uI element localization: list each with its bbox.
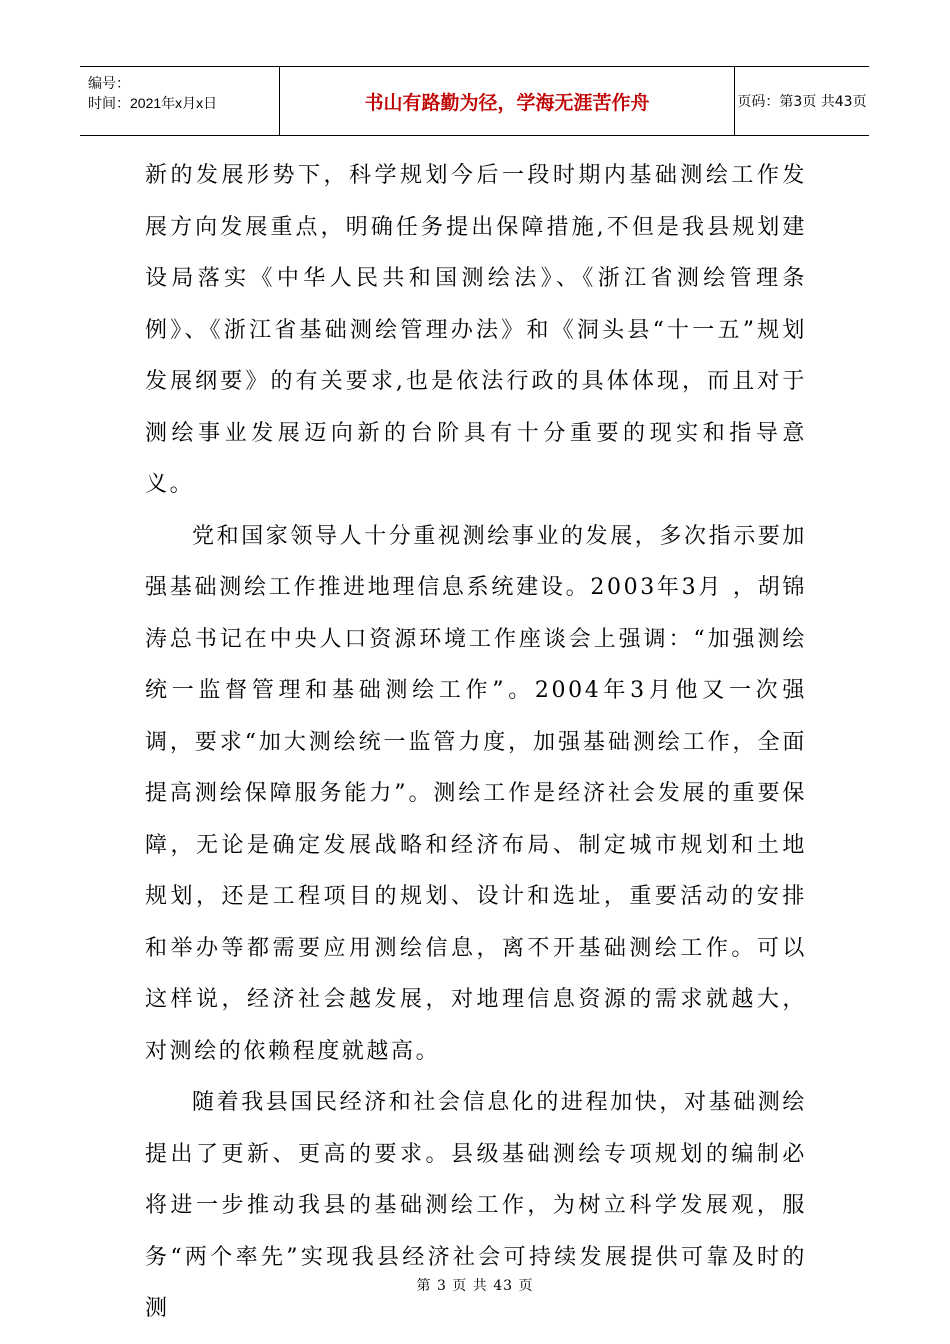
document-number-label: 编号： [88, 75, 130, 91]
header-motto-cell [280, 67, 735, 135]
header-page-cell [735, 67, 869, 135]
body-paragraph-2: 党和国家领导人十分重视测绘事业的发展，多次指示要加强基础测绘工作推进地理信息系统建设。2003年3月 ，胡锦涛总书记在中央人口资源环境工作座谈会上强调：“加强测绘统一监督管理和基础测绘工作”。2004年3月他又一次强调，要求“加大测绘统一监管力度，加强基础测绘工作，全面提高测绘保障服务能力”。测绘工作是经济社会发展的重要保障，无论是确定发展战略和经济布局、制定城市规划和土地规划，还是工程项目的规划、设计和选址，重要活动的安排和举办等都需要应用测绘信息，离不开基础测绘工作。可以这样说，经济社会越发展，对地理信息资源的需求就越大，对测绘的依赖程度就越高。 [145, 523, 808, 1064]
document-body [145, 150, 807, 1335]
document-date-label: 时间：2021年x月x日 [88, 95, 218, 111]
header-meta-cell [80, 67, 280, 135]
header-page-number: 页码：第3页 共43页 [737, 94, 867, 110]
page-header [80, 66, 869, 136]
body-paragraph-1: 新的发展形势下，科学规划今后一段时期内基础测绘工作发展方向发展重点，明确任务提出保障措施,不但是我县规划建设局落实《中华人民共和国测绘法》、《浙江省测绘管理条例》、《浙江省基础测绘管理办法》和《洞头县“十一五”规划发展纲要》的有关要求,也是依法行政的具体体现，而且对于测绘事业发展迈向新的台阶具有十分重要的现实和指导意义。 [145, 163, 807, 497]
page-footer: 第 3 页 共 43 页 [416, 1278, 534, 1294]
body-paragraph-3: 随着我县国民经济和社会信息化的进程加快，对基础测绘提出了更新、更高的要求。县级基础测绘专项规划的编制必将进一步推动我县的基础测绘工作，为树立科学发展观，服务“两个率先”实现我县经济社会可持续发展提供可靠及时的测 [145, 1090, 808, 1321]
header-motto: 书山有路勤为径，学海无涯苦作舟 [364, 91, 650, 114]
